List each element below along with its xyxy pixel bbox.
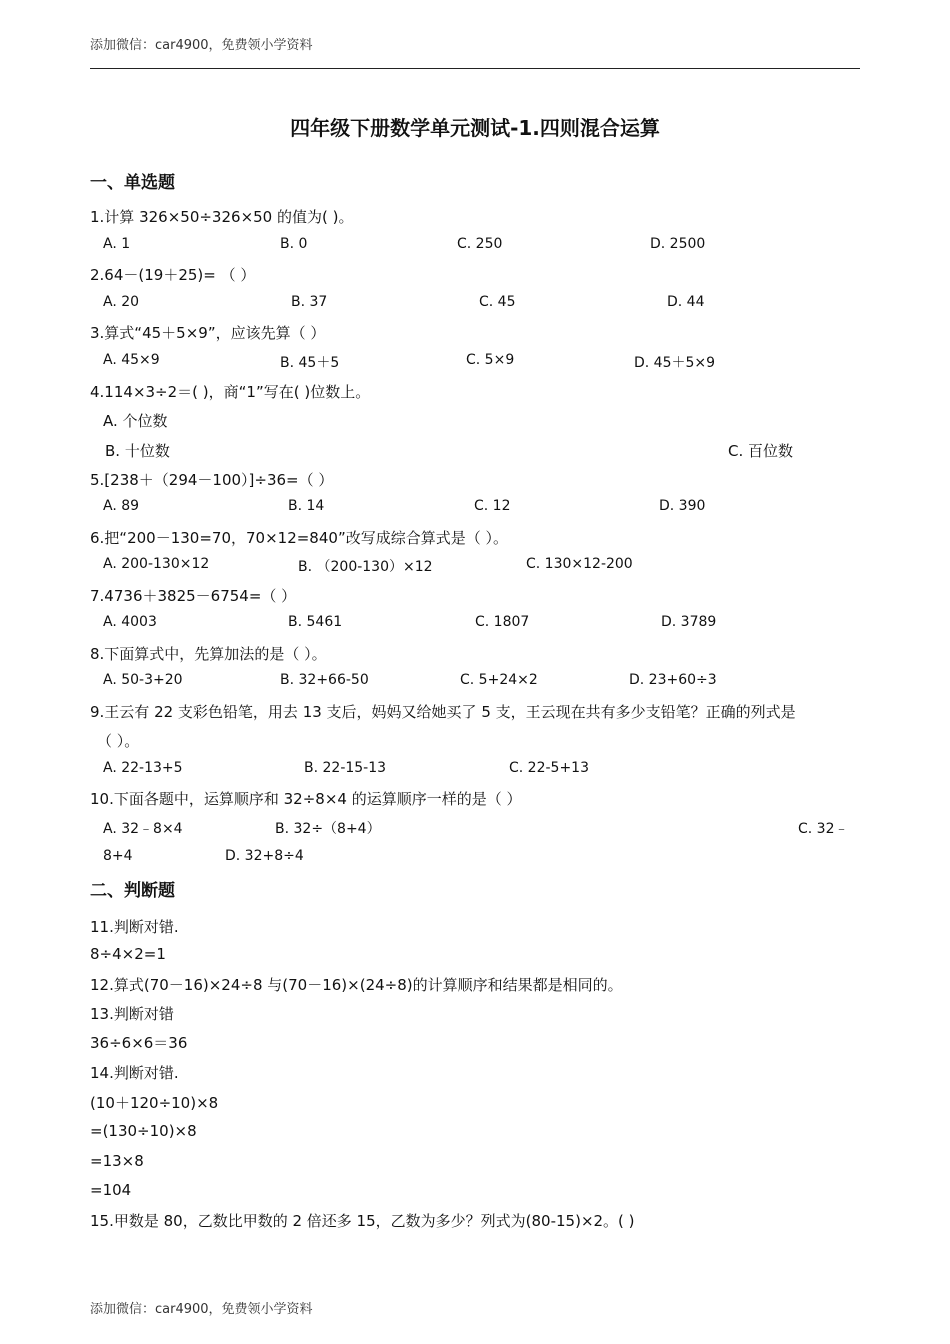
option-c: C. 32﹣ bbox=[798, 821, 849, 837]
option-a: A. 20 bbox=[103, 294, 140, 310]
section-heading-single-choice: 一、单选题 bbox=[90, 173, 175, 193]
option-a: A. 1 bbox=[103, 236, 131, 252]
option-b: B. 十位数 bbox=[105, 442, 170, 460]
option-c: C. 130×12-200 bbox=[526, 556, 633, 572]
question-stem: 2.64－(19＋25)= （ ） bbox=[90, 266, 256, 284]
option-b: B. 5461 bbox=[288, 614, 343, 630]
option-c: C. 45 bbox=[479, 294, 516, 310]
question-stem: 1.计算 326×50÷326×50 的值为( )。 bbox=[90, 208, 354, 226]
question-stem: 3.算式“45＋5×9”，应该先算（ ） bbox=[90, 324, 326, 342]
question-line: 11.判断对错. bbox=[90, 918, 179, 936]
question-stem-continued: （ ）。 bbox=[97, 732, 140, 750]
question-line: 15.甲数是 80，乙数比甲数的 2 倍还多 15，乙数为多少？列式为(80-15)×2。( ) bbox=[90, 1212, 635, 1230]
option-a: A. 45×9 bbox=[103, 352, 160, 368]
option-d: D. 390 bbox=[659, 498, 706, 514]
header-divider bbox=[90, 68, 860, 69]
option-d: D. 3789 bbox=[661, 614, 717, 630]
option-b: B. 32÷（8+4） bbox=[275, 821, 381, 837]
page-title: 四年级下册数学单元测试-1.四则混合运算 bbox=[290, 116, 660, 140]
option-a: A. 个位数 bbox=[103, 412, 168, 430]
option-c: C. 250 bbox=[457, 236, 503, 252]
option-c: C. 1807 bbox=[475, 614, 530, 630]
question-line: =13×8 bbox=[90, 1152, 144, 1170]
section-heading-true-false: 二、判断题 bbox=[90, 881, 175, 901]
option-a: A. 32﹣8×4 bbox=[103, 821, 183, 837]
question-stem: 6.把“200－130=70，70×12=840”改写成综合算式是（ ）。 bbox=[90, 529, 508, 547]
question-line: 8÷4×2=1 bbox=[90, 945, 166, 963]
option-d: D. 2500 bbox=[650, 236, 706, 252]
option-a: A. 4003 bbox=[103, 614, 157, 630]
question-line: =104 bbox=[90, 1181, 132, 1199]
option-c: C. 5+24×2 bbox=[460, 672, 538, 688]
option-b: B. （200-130）×12 bbox=[298, 559, 433, 575]
question-stem: 7.4736＋3825－6754=（ ） bbox=[90, 587, 297, 605]
option-d: D. 23+60÷3 bbox=[629, 672, 717, 688]
question-stem: 8.下面算式中，先算加法的是（ ）。 bbox=[90, 645, 327, 663]
option-b: B. 22-15-13 bbox=[304, 760, 387, 776]
option-d: D. 45＋5×9 bbox=[634, 355, 716, 371]
question-line: 13.判断对错 bbox=[90, 1005, 174, 1023]
question-stem: 9.王云有 22 支彩色铅笔，用去 13 支后，妈妈又给她买了 5 支，王云现在共有多少支铅笔？正确的列式是 bbox=[90, 703, 796, 721]
question-line: (10＋120÷10)×8 bbox=[90, 1094, 219, 1112]
option-c: C. 22-5+13 bbox=[509, 760, 589, 776]
question-stem: 5.[238＋（294－100）]÷36=（ ） bbox=[90, 471, 334, 489]
option-c: C. 5×9 bbox=[466, 352, 515, 368]
option-c-continued: 8+4 bbox=[103, 848, 133, 864]
option-c: C. 百位数 bbox=[728, 442, 794, 460]
option-b: B. 45＋5 bbox=[280, 355, 340, 371]
question-line: =(130÷10)×8 bbox=[90, 1122, 197, 1140]
option-b: B. 32+66-50 bbox=[280, 672, 369, 688]
question-line: 12.算式(70－16)×24÷8 与(70－16)×(24÷8)的计算顺序和结果都是相同的。 bbox=[90, 976, 623, 994]
question-line: 14.判断对错. bbox=[90, 1064, 179, 1082]
option-a: A. 22-13+5 bbox=[103, 760, 183, 776]
option-b: B. 37 bbox=[291, 294, 328, 310]
option-c: C. 12 bbox=[474, 498, 511, 514]
option-d: D. 44 bbox=[667, 294, 705, 310]
option-a: A. 89 bbox=[103, 498, 140, 514]
option-b: B. 0 bbox=[280, 236, 308, 252]
option-a: A. 200-130×12 bbox=[103, 556, 210, 572]
option-d: D. 32+8÷4 bbox=[225, 848, 304, 864]
question-stem: 10.下面各题中，运算顺序和 32÷8×4 的运算顺序一样的是（ ） bbox=[90, 790, 522, 808]
option-a: A. 50-3+20 bbox=[103, 672, 183, 688]
option-b: B. 14 bbox=[288, 498, 325, 514]
question-stem: 4.114×3÷2＝( )，商“1”写在( )位数上。 bbox=[90, 383, 371, 401]
page-header: 添加微信：car4900，免费领小学资料 bbox=[90, 38, 313, 53]
question-line: 36÷6×6＝36 bbox=[90, 1034, 188, 1052]
page-footer: 添加微信：car4900，免费领小学资料 bbox=[90, 1302, 313, 1317]
